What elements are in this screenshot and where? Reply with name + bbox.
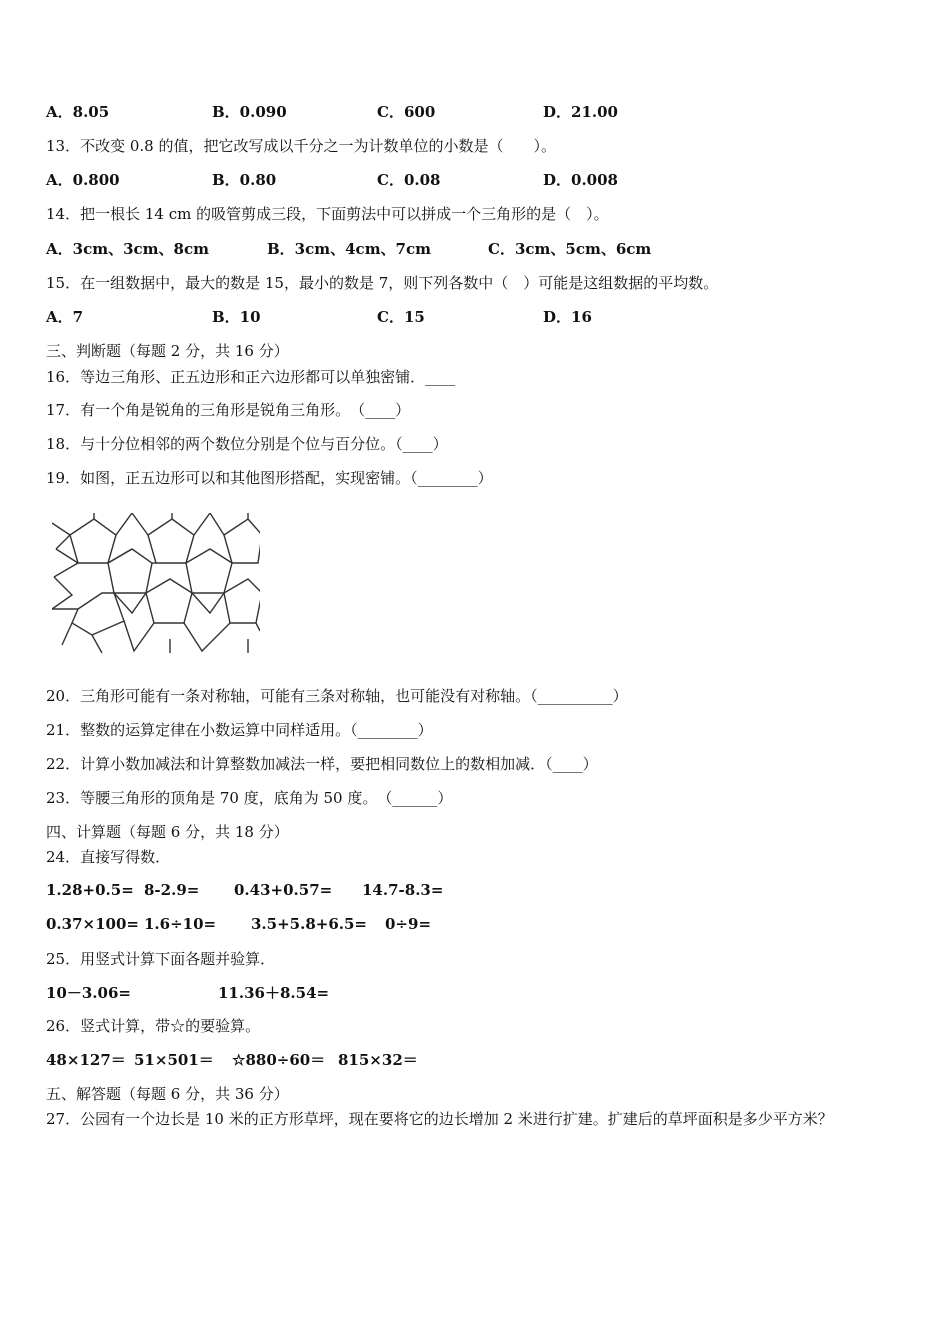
pentagon-shape bbox=[148, 519, 194, 563]
pentagon-shape bbox=[146, 579, 192, 623]
pentagon-shape bbox=[224, 519, 260, 563]
q17-text: 17．有一个角是锐角的三角形是锐角三角形。 （____） bbox=[46, 401, 411, 419]
q24-text: 24．直接写得数． bbox=[46, 848, 171, 866]
q23-text: 23．等腰三角形的顶角是 70 度，底角为 50 度。 （______） bbox=[46, 789, 453, 807]
star-spike bbox=[194, 513, 224, 535]
q15-option-c: C．15 bbox=[377, 308, 425, 326]
star-spike bbox=[114, 593, 146, 613]
q14-text: 14．把一根长 14 cm 的吸管剪成三段，下面剪法中可以拼成一个三角形的是（ ）。 bbox=[46, 205, 609, 223]
q26-item: 48×127＝ bbox=[46, 1051, 126, 1069]
pentagon-shape bbox=[186, 549, 232, 593]
q12-option-c: C．600 bbox=[377, 103, 436, 121]
pentagon-tiling-figure bbox=[52, 513, 260, 655]
q25-item: 11.36＋8.54= bbox=[218, 984, 330, 1002]
star-spike bbox=[116, 513, 148, 535]
q13-option-d: D．0.008 bbox=[543, 171, 618, 189]
q26-item: ☆880÷60＝ bbox=[232, 1051, 326, 1069]
q14-option-b: B．3cm、4cm、7cm bbox=[267, 240, 432, 258]
star-spike bbox=[62, 623, 72, 645]
section-4-heading: 四、计算题（每题 6 分，共 18 分） bbox=[46, 823, 289, 841]
q15-option-a: A．7 bbox=[46, 308, 84, 326]
q24-item: 0.37×100= bbox=[46, 915, 139, 933]
q24-item: 0÷9= bbox=[385, 915, 432, 933]
q19-text: 19．如图，正五边形可以和其他图形搭配，实现密铺。（________） bbox=[46, 469, 493, 487]
star-spike bbox=[52, 523, 70, 549]
q12-option-d: D．21.00 bbox=[543, 103, 618, 121]
q15-option-d: D．16 bbox=[543, 308, 592, 326]
section-3-heading: 三、判断题（每题 2 分，共 16 分） bbox=[46, 342, 289, 360]
pentagon-shape bbox=[224, 579, 260, 623]
pentagon-shape bbox=[70, 519, 116, 563]
star-spike bbox=[184, 623, 230, 651]
q14-option-a: A．3cm、3cm、8cm bbox=[46, 240, 209, 258]
section-5-heading: 五、解答题（每题 6 分，共 36 分） bbox=[46, 1085, 289, 1103]
q24-item: 8-2.9= bbox=[144, 881, 200, 899]
q24-item: 1.6÷10= bbox=[144, 915, 217, 933]
q25-text: 25．用竖式计算下面各题并验算． bbox=[46, 950, 276, 968]
q12-option-a: A．8.05 bbox=[46, 103, 110, 121]
q12-option-b: B．0.090 bbox=[212, 103, 287, 121]
q24-item: 0.43+0.57= bbox=[234, 881, 333, 899]
star-spike bbox=[52, 577, 72, 609]
pentagon-shape bbox=[72, 593, 124, 635]
pentagon-shape bbox=[108, 549, 152, 593]
q20-text: 20．三角形可能有一条对称轴，可能有三条对称轴，也可能没有对称轴。（__________） bbox=[46, 687, 628, 705]
q25-item: 10－3.06= bbox=[46, 984, 131, 1002]
q24-item: 1.28+0.5= bbox=[46, 881, 134, 899]
q14-option-c: C．3cm、5cm、6cm bbox=[488, 240, 652, 258]
star-spike bbox=[92, 635, 102, 653]
q15-text: 15．在一组数据中，最大的数是 15，最小的数是 7，则下列各数中（ ）可能是这组数据的平均数。 bbox=[46, 274, 719, 292]
q13-option-a: A．0.800 bbox=[46, 171, 120, 189]
q24-item: 14.7-8.3= bbox=[362, 881, 444, 899]
q24-item: 3.5+5.8+6.5= bbox=[251, 915, 367, 933]
q13-option-b: B．0.80 bbox=[212, 171, 277, 189]
q21-text: 21．整数的运算定律在小数运算中同样适用。（________） bbox=[46, 721, 433, 739]
q15-option-b: B．10 bbox=[212, 308, 261, 326]
star-spike bbox=[124, 621, 154, 651]
star-spike bbox=[54, 549, 78, 577]
q26-text: 26．竖式计算，带☆的要验算。 bbox=[46, 1017, 261, 1035]
q22-text: 22．计算小数加减法和计算整数加减法一样，要把相同数位上的数相加减．（____） bbox=[46, 755, 598, 773]
q13-option-c: C．0.08 bbox=[377, 171, 441, 189]
q18-text: 18．与十分位相邻的两个数位分别是个位与百分位。（____） bbox=[46, 435, 448, 453]
q26-item: 815×32＝ bbox=[338, 1051, 418, 1069]
q27-text: 27．公园有一个边长是 10 米的正方形草坪，现在要将它的边长增加 2 米进行扩建。扩建后的草坪面积是多少平方米？ bbox=[46, 1110, 833, 1128]
star-spike bbox=[192, 593, 224, 613]
q13-text: 13．不改变 0.8 的值，把它改写成以千分之一为计数单位的小数是（ ）。 bbox=[46, 137, 556, 155]
q26-item: 51×501＝ bbox=[134, 1051, 214, 1069]
q16-text: 16．等边三角形、正五边形和正六边形都可以单独密铺．____ bbox=[46, 368, 456, 386]
